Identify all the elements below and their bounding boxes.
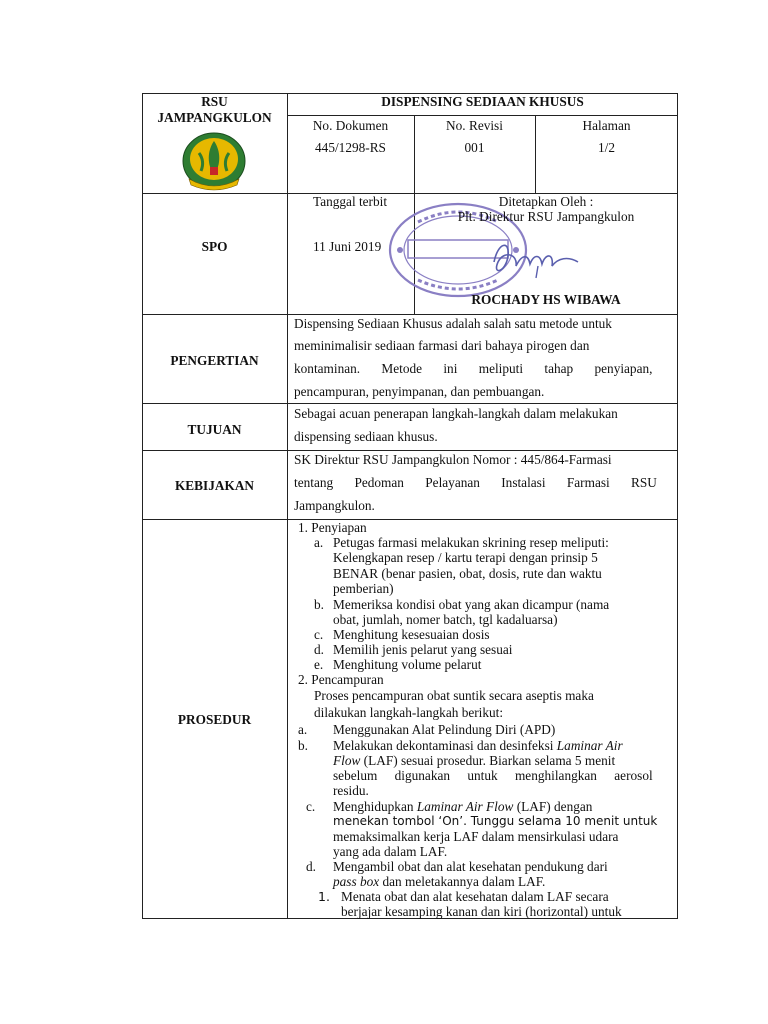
set-by-label: Ditetapkan Oleh : [498, 194, 594, 209]
org-name-line1: RSU [201, 94, 228, 109]
step-2b-text: Melakukan dekontaminasi dan desinfeksi [333, 738, 557, 753]
step-1a-line: Petugas farmasi melakukan skrining resep meliputi: [333, 535, 609, 550]
spo-label: SPO [201, 239, 228, 254]
signer-name: ROCHADY HS WIBAWA [471, 292, 621, 307]
step-2d-marker: d. [306, 859, 316, 874]
step-2b-line: sebelum digunakan untuk menghilangkan aerosol [333, 768, 653, 783]
step-2b-marker: b. [298, 738, 308, 753]
step-2-intro: Proses pencampuran obat suntik secara aseptis maka [314, 688, 594, 703]
step-2d-line: Mengambil obat dan alat kesehatan pendukung dari [333, 859, 608, 874]
step-1b-line: Memeriksa kondisi obat yang akan dicampur (nama [333, 597, 610, 612]
revision-value: 001 [464, 140, 485, 155]
step-2b-italic: Laminar Air [556, 738, 623, 753]
step-2a-marker: a. [298, 722, 308, 737]
row-divider [142, 450, 678, 451]
pengertian-label: PENGERTIAN [170, 353, 259, 368]
step-2c-line [333, 799, 592, 815]
step-1a-line: BENAR (benar pasien, obat, dosis, rute dan waktu [333, 566, 602, 581]
step-1a-line: pemberian) [333, 581, 394, 596]
step-2c-line: memaksimalkan kerja LAF dalam mensirkulasi udara [333, 829, 619, 844]
step-2b-text: (LAF) sesuai prosedur. Biarkan selama 5 menit [360, 753, 616, 768]
kebijakan-label: KEBIJAKAN [174, 478, 255, 493]
west-java-emblem-icon [181, 131, 247, 191]
step-2c-line: yang ada dalam LAF. [333, 844, 448, 859]
pengertian-line: pencampuran, penyimpanan, dan pembuangan. [294, 384, 545, 399]
step-2c-italic: Laminar Air Flow [416, 799, 514, 814]
page-label: Halaman [582, 118, 631, 133]
issue-date-value: 11 Juni 2019 [313, 239, 382, 254]
issue-date-label: Tanggal terbit [313, 194, 388, 209]
step-2c-text: (LAF) dengan [513, 799, 593, 814]
step-2-1-marker: 1. [318, 889, 330, 904]
pengertian-text: meminimalisir sediaan farmasi dari bahaya pirogen dan [294, 338, 590, 353]
prosedur-label: PROSEDUR [177, 712, 252, 727]
page-value: 1/2 [598, 140, 615, 155]
pengertian-line: Dispensing Sediaan Khusus adalah salah satu metode untuk [294, 316, 612, 331]
step-2-1-line: berjajar kesamping kanan dan kiri (horizontal) untuk [341, 904, 622, 919]
doc-number-label: No. Dokumen [312, 118, 389, 133]
step-2c-line: menekan tombol ‘On’. Tunggu selama 10 menit untuk [333, 814, 658, 828]
kebijakan-line: Jampangkulon. [294, 498, 375, 513]
step-1-title: 1. Penyiapan [298, 520, 367, 535]
step-2c-text: Menghidupkan [333, 799, 417, 814]
doc-number-value: 445/1298-RS [315, 140, 386, 155]
step-1c-line: Menghitung kesesuaian dosis [333, 627, 490, 642]
step-2-intro: dilakukan langkah-langkah berikut: [314, 705, 504, 720]
step-1d-line: Memilih jenis pelarut yang sesuai [333, 642, 513, 657]
org-name-line2: JAMPANGKULON [157, 110, 272, 125]
handwritten-signature-icon [488, 232, 584, 282]
tujuan-label: TUJUAN [187, 422, 242, 437]
step-2b-line [333, 738, 623, 754]
step-1e-marker: e. [314, 657, 324, 672]
step-1e-line: Menghitung volume pelarut [333, 657, 482, 672]
revision-label: No. Revisi [446, 118, 503, 133]
step-2c-marker: c. [306, 799, 316, 814]
step-2d-text: dan meletakannya dalam LAF. [379, 874, 546, 889]
row-divider [142, 519, 678, 520]
step-1a-line: Kelengkapan resep / kartu terapi dengan prinsip 5 [333, 550, 598, 565]
step-2-1-line: Menata obat dan alat kesehatan dalam LAF secara [341, 889, 609, 904]
step-1b-line: obat, jumlah, nomer batch, tgl kadaluarsa) [333, 612, 558, 627]
step-2d-line [333, 874, 545, 890]
column-divider [287, 93, 288, 919]
row-divider [142, 403, 678, 404]
step-2-title: 2. Pencampuran [298, 672, 384, 687]
pengertian-line [294, 338, 671, 354]
step-2b-italic: Flow [333, 753, 361, 768]
tujuan-line: Sebagai acuan penerapan langkah-langkah dalam melakukan [294, 406, 618, 421]
kebijakan-line: SK Direktur RSU Jampangkulon Nomor : 445/864-Farmasi [294, 452, 612, 467]
step-2b-line: residu. [333, 783, 369, 798]
row-divider [142, 314, 678, 315]
pengertian-line: kontaminan. Metode ini meliputi tahap penyiapan, [294, 361, 653, 376]
step-1b-marker: b. [314, 597, 324, 612]
step-2a-line: Menggunakan Alat Pelindung Diri (APD) [333, 722, 556, 737]
step-1a-marker: a. [314, 535, 324, 550]
row-divider [287, 115, 678, 116]
director-role: Plt. Direktur RSU Jampangkulon [457, 209, 635, 224]
step-2b-line [333, 753, 615, 769]
document-title: DISPENSING SEDIAAN KHUSUS [381, 94, 584, 109]
step-1c-marker: c. [314, 627, 324, 642]
step-1d-marker: d. [314, 642, 324, 657]
kebijakan-line: tentang Pedoman Pelayanan Instalasi Farmasi RSU [294, 475, 657, 490]
tujuan-line: dispensing sediaan khusus. [294, 429, 438, 444]
step-2d-italic: pass box [333, 874, 380, 889]
